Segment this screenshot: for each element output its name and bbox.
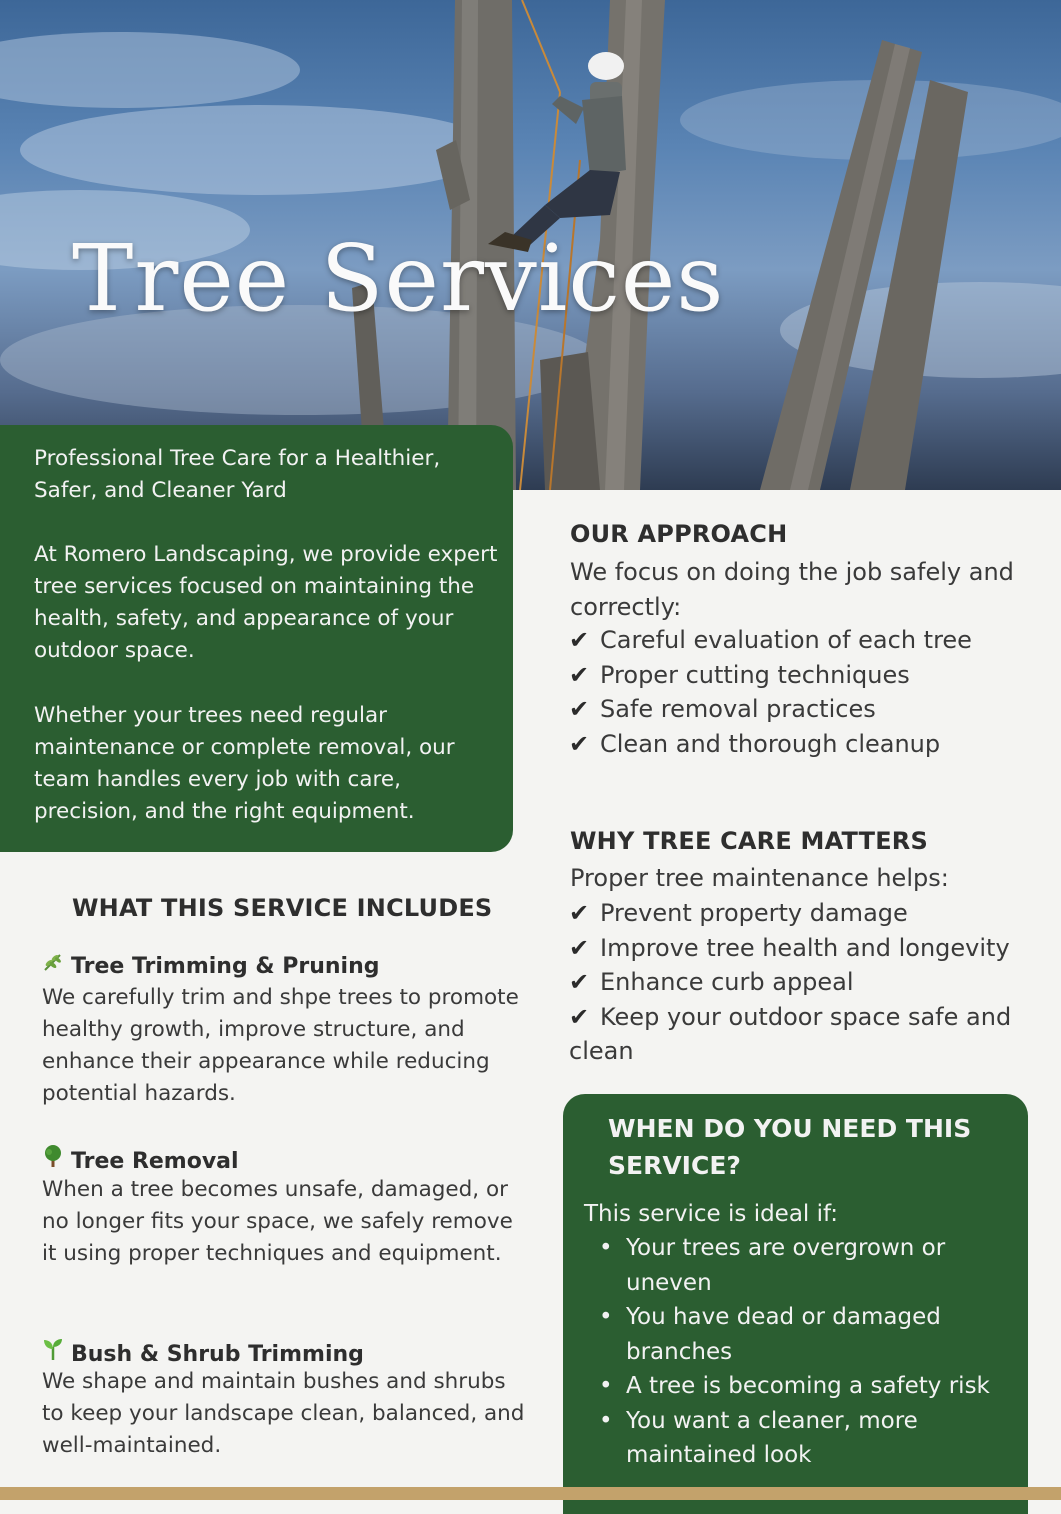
hero-banner: [0, 0, 1061, 490]
list-item: ✔ Enhance curb appeal: [569, 965, 1044, 1000]
herb-icon: [42, 951, 66, 979]
checkmark-icon: ✔: [569, 660, 590, 689]
intro-tagline: Professional Tree Care for a Healthier, Safer, and Cleaner Yard: [34, 446, 441, 503]
page-title: Tree Services: [72, 225, 725, 332]
service-description-removal: When a tree becomes unsafe, damaged, or no longer fits your space, we safely remove it using proper techniques and equipment.: [42, 1177, 513, 1266]
list-item: ✔ Careful evaluation of each tree: [569, 623, 1044, 658]
list-item: ✔ Safe removal practices: [569, 692, 1044, 727]
approach-heading: OUR APPROACH: [570, 520, 788, 548]
list-item: • You have dead or damaged branches: [589, 1300, 1029, 1369]
list-item: • You want a cleaner, more maintained look: [589, 1404, 1029, 1473]
intro-paragraph-2: Whether your trees need regular maintenance or complete removal, our team handles every job with care, precision, and the right equipment.: [34, 703, 455, 824]
service-title-shrub: [42, 1337, 364, 1367]
list-item: ✔ Clean and thorough cleanup: [569, 727, 1044, 762]
service-title-removal: [42, 1144, 239, 1174]
when-list: [589, 1231, 1029, 1473]
service-title-label: Tree Trimming & Pruning: [71, 954, 380, 979]
list-item: • A tree is becoming a safety risk: [589, 1369, 1029, 1404]
list-item: ✔ Keep your outdoor space safe and clean: [569, 1000, 1044, 1069]
approach-intro: We focus on doing the job safely and correctly:: [570, 558, 1014, 621]
list-item: ✔ Improve tree health and longevity: [569, 931, 1044, 966]
when-panel: [563, 1094, 1028, 1514]
service-title-label: Bush & Shrub Trimming: [71, 1342, 364, 1367]
intro-paragraph-1: At Romero Landscaping, we provide expert tree services focused on maintaining the health, safety, and appearance of your outdoor space.: [34, 542, 498, 663]
service-description-shrub: We shape and maintain bushes and shrubs to keep your landscape clean, balanced, and well-maintained.: [42, 1369, 525, 1458]
service-description-trimming: We carefully trim and shpe trees to promote healthy growth, improve structure, and enhance their appearance while reducing potential hazards.: [42, 985, 519, 1106]
intro-panel: [0, 425, 513, 852]
why-list: [569, 896, 1044, 1069]
seedling-icon: [42, 1337, 66, 1367]
footer-accent-bar: [0, 1487, 1061, 1500]
approach-list: [569, 623, 1044, 761]
when-heading: WHEN DO YOU NEED THIS SERVICE?: [608, 1114, 972, 1180]
list-item: ✔ Prevent property damage: [569, 896, 1044, 931]
why-heading: WHY TREE CARE MATTERS: [570, 827, 928, 855]
when-intro: This service is ideal if:: [584, 1201, 839, 1227]
checkmark-icon: ✔: [569, 899, 590, 927]
list-item: ✔ Proper cutting techniques: [569, 658, 1044, 693]
service-title-trimming: [42, 951, 379, 979]
deciduous-tree-icon: [42, 1144, 66, 1174]
checkmark-icon: ✔: [569, 626, 590, 654]
checkmark-icon: ✔: [569, 1002, 590, 1031]
checkmark-icon: ✔: [569, 729, 590, 758]
checkmark-icon: ✔: [569, 695, 590, 724]
service-title-label: Tree Removal: [71, 1149, 239, 1174]
includes-heading: WHAT THIS SERVICE INCLUDES: [72, 894, 493, 922]
checkmark-icon: ✔: [569, 968, 590, 997]
checkmark-icon: ✔: [569, 933, 590, 962]
why-intro: Proper tree maintenance helps:: [570, 864, 949, 892]
list-item: • Your trees are overgrown or uneven: [589, 1231, 1029, 1300]
